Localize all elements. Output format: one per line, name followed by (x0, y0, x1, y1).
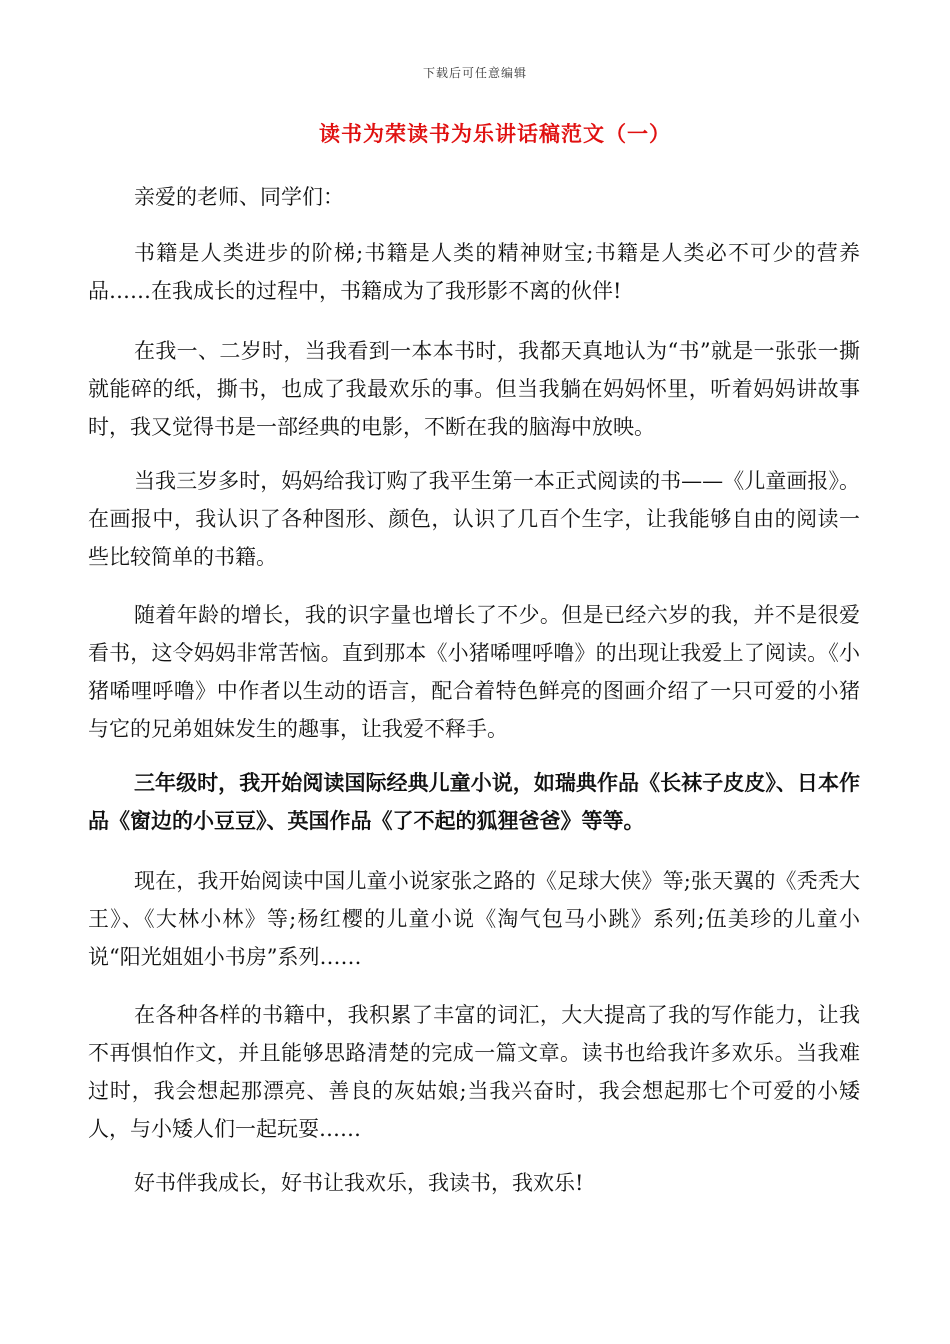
paragraph-1: 书籍是人类进步的阶梯;书籍是人类的精神财宝;书籍是人类必不可少的营养品……在我成长的过程中，书籍成为了我形影不离的伙伴! (88, 241, 860, 303)
paragraph-7: 在各种各样的书籍中，我积累了丰富的词汇，大大提高了我的写作能力，让我不再惧怕作文，并且能够思路清楚的完成一篇文章。读书也给我许多欢乐。当我难过时，我会想起那漂亮、善良的灰姑娘;当我兴奋时，我会想起那七个可爱的小矮人，与小矮人们一起玩耍…… (88, 1003, 860, 1141)
header-note: 下载后可任意编辑 (422, 66, 527, 80)
paragraph-4: 随着年龄的增长，我的识字量也增长了不少。但是已经六岁的我，并不是很爱看书，这令妈妈非常苦恼。直到那本《小猪唏哩呼噜》的出现让我爱上了阅读。《小猪唏哩呼噜》中作者以生动的语言，配合着特色鲜亮的图画介绍了一只可爱的小猪与它的兄弟姐妹发生的趣事，让我爱不释手。 (88, 603, 860, 741)
paragraph-2: 在我一、二岁时，当我看到一本本书时，我都天真地认为“书”就是一张张一撕就能碎的纸，撕书，也成了我最欢乐的事。但当我躺在妈妈怀里，听着妈妈讲故事时，我又觉得书是一部经典的电影，不断在我的脑海中放映。 (88, 339, 860, 439)
paragraph-8: 好书伴我成长，好书让我欢乐，我读书，我欢乐! (134, 1171, 584, 1195)
document-title: 读书为荣读书为乐讲话稿范文（一） (319, 121, 671, 146)
paragraph-6: 现在，我开始阅读中国儿童小说家张之路的《足球大侠》等;张天翼的《秃秃大王》、《大林小林》等;杨红樱的儿童小说《淘气包马小跳》系列;伍美珍的儿童小说“阳光姐姐小书房”系列…… (88, 869, 860, 969)
greeting-line: 亲爱的老师、同学们： (134, 185, 344, 209)
paragraph-5-bold: 三年级时，我开始阅读国际经典儿童小说，如瑞典作品《长袜子皮皮》、日本作品《窗边的小豆豆》、英国作品《了不起的狐狸爸爸》等等。 (88, 770, 860, 833)
paragraph-3: 当我三岁多时，妈妈给我订购了我平生第一本正式阅读的书——《儿童画报》。在画报中，我认识了各种图形、颜色，认识了几百个生字，让我能够自由的阅读一些比较简单的书籍。 (88, 469, 860, 569)
